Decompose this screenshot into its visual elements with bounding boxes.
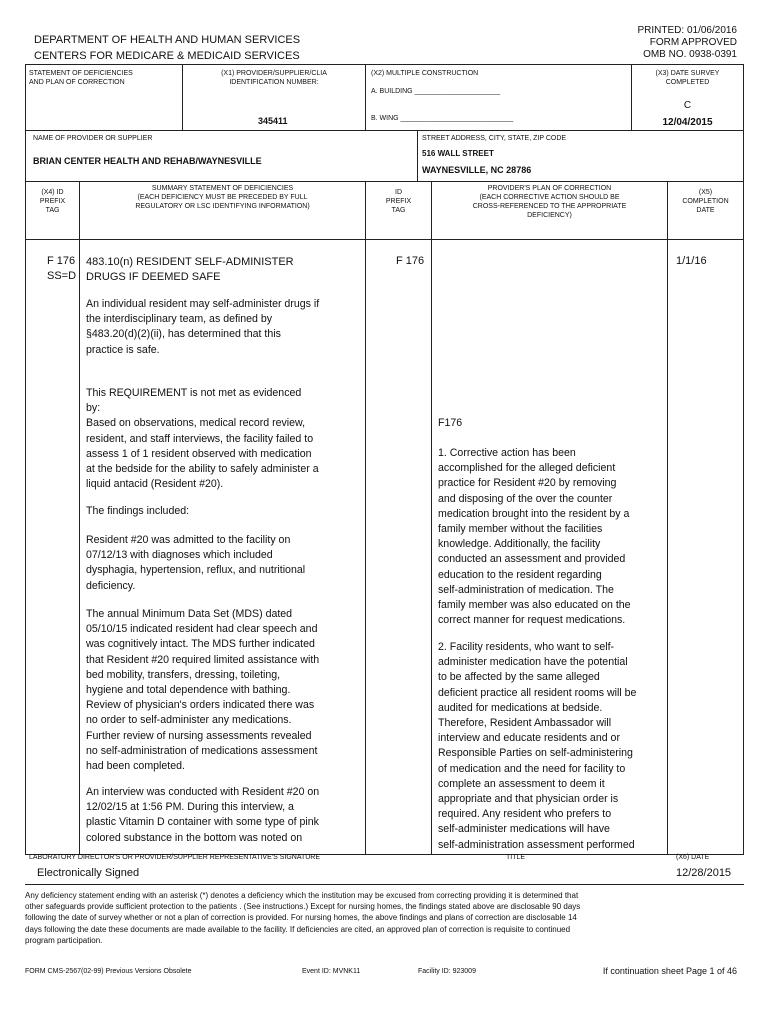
- completion-date: 1/1/16: [676, 255, 707, 267]
- city-state-zip: WAYNESVILLE, NC 28786: [422, 165, 532, 175]
- signature-date: 12/28/2015: [676, 867, 732, 879]
- x4-id-header: (X4) ID PREFIX TAG: [39, 189, 66, 214]
- tag-number: F 176: [47, 255, 76, 267]
- disclaimer-text: Any deficiency statement ending with an asterisk (*) denotes a deficiency which the institution may be excused from correcting providing it is determined that other safeguards provide sufficient protection to the patients . (See instructions.) Except for nursing homes, the findings stated above are disclosable 90 days following the date of survey whether or not a plan of correction is provided. For nursing homes, the above findings and plans of correction are disclosable 14 days following the date these documents are made available to the facility. If deficiencies are cited, an approved plan of correction is requisite to continued program participation.: [25, 891, 581, 945]
- plan-header: PROVIDER'S PLAN OF CORRECTION (EACH CORRECTIVE ACTION SHOULD BE CROSS-REFERENCED TO THE APPROPRIATE DEFICIENCY): [472, 185, 627, 219]
- scope-severity: SS=D: [47, 270, 77, 282]
- id-prefix-header: ID PREFIX TAG: [385, 189, 412, 214]
- department-name: DEPARTMENT OF HEALTH AND HUMAN SERVICES: [34, 34, 301, 46]
- provider-name: BRIAN CENTER HEALTH AND REHAB/WAYNESVILLE: [33, 156, 262, 166]
- printed-date: PRINTED: 01/06/2016: [637, 25, 737, 36]
- plan-paragraph: F176: [438, 417, 463, 429]
- statement-label: STATEMENT OF DEFICIENCIES AND PLAN OF CORRECTION: [29, 70, 133, 86]
- provider-id: 345411: [258, 116, 288, 126]
- building-label: A. BUILDING ______________________: [371, 88, 501, 95]
- x2-label: (X2) MULTIPLE CONSTRUCTION: [371, 70, 479, 77]
- deficiency-paragraph: Resident #20 was admitted to the facility on 07/12/13 with diagnoses which included dysphagia, hypertension, reflux, and nutritional deficiency.: [86, 534, 306, 592]
- deficiency-paragraph: An interview was conducted with Resident #20 on 12/02/15 at 1:56 PM. During this interview, a plastic Vitamin D container with some type of pink colored substance in the bottom was noted on: [86, 786, 320, 844]
- street-address: 516 WALL STREET: [422, 149, 494, 158]
- omb-number: OMB NO. 0938-0391: [643, 49, 737, 60]
- signature-label: LABORATORY DIRECTOR'S OR PROVIDER/SUPPLIER REPRESENTATIVE'S SIGNATURE: [29, 854, 321, 861]
- form-approved: FORM APPROVED: [649, 37, 737, 48]
- provider-label: NAME OF PROVIDER OR SUPPLIER: [33, 135, 153, 142]
- continuation-note: If continuation sheet Page 1 of 46: [602, 966, 737, 976]
- deficiency-paragraph: This REQUIREMENT is not met as evidenced by: Based on observations, medical record review, resident, and staff interviews, the facility failed to assess 1 of 1 resident observed with medication at the bedside for the ability to safely administer a liquid antacid (Resident #20).: [86, 387, 319, 491]
- survey-type: C: [683, 100, 692, 111]
- deficiency-paragraph: The findings included:: [86, 505, 190, 517]
- x6-date-label: (X6) DATE: [676, 854, 710, 861]
- plan-paragraph: 2. Facility residents, who want to self- administer medication have the potential to be affected by the same alleged deficient practice all resident rooms will be audited for medications at bedside. Therefore, Resident Ambassador will interview and educate residents and or Responsible Parties on self-administering of medication and the need for facility to complete an assessment to deem it appropriate and that physician order is required. Any resident who prefers to self-administer medications will have self-administration assessment performed: [438, 641, 637, 851]
- title-label: TITLE: [506, 854, 526, 861]
- plan-tag: F 176: [396, 255, 425, 267]
- agency-name: CENTERS FOR MEDICARE & MEDICAID SERVICES: [34, 50, 300, 62]
- survey-date: 12/04/2015: [662, 117, 713, 128]
- x1-label: (X1) PROVIDER/SUPPLIER/CLIA IDENTIFICATION NUMBER:: [221, 70, 327, 86]
- regulation-title: 483.10(n) RESIDENT SELF-ADMINISTER DRUGS IF DEEMED SAFE: [86, 256, 294, 283]
- facility-id: Facility ID: 923009: [418, 968, 476, 975]
- deficiency-paragraph: An individual resident may self-administer drugs if the interdisciplinary team, as defined by §483.20(d)(2)(ii), has determined that this practice is safe.: [86, 298, 320, 356]
- x3-label: (X3) DATE SURVEY COMPLETED: [655, 70, 720, 86]
- plan-paragraph: 1. Corrective action has been accomplished for the alleged deficient practice for Resident #20 by removing and disposing of the over the counter medication brought into the resident by a family member without the facilities knowledge. Additionally, the facility conducted an assessment and provided education to the resident regarding self-administration of medication. The family member was also educated on the correct manner for request medications.: [438, 447, 631, 627]
- completion-header: (X5) COMPLETION DATE: [682, 189, 729, 214]
- wing-label: B. WING _____________________________: [371, 115, 514, 122]
- street-label: STREET ADDRESS, CITY, STATE, ZIP CODE: [422, 135, 567, 142]
- summary-header: SUMMARY STATEMENT OF DEFICIENCIES (EACH DEFICIENCY MUST BE PRECEDED BY FULL REGULATORY OR LSC IDENTIFYING INFORMATION): [135, 185, 310, 210]
- deficiency-paragraph: The annual Minimum Data Set (MDS) dated 05/10/15 indicated resident had clear speech and was cognitively intact. The MDS further indicated that Resident #20 required limited assistance with bed mobility, transfers, dressing, toileting, hygiene and total dependence with bathing. Review of physician's orders indicated there was no order to self-administer any medications. Further review of nursing assessments revealed no self-administration of medications assessment had been completed.: [86, 608, 320, 773]
- signature-value: Electronically Signed: [37, 867, 140, 879]
- form-number: FORM CMS-2567(02-99) Previous Versions Obsolete: [25, 968, 192, 975]
- event-id: Event ID: MVNK11: [302, 968, 361, 975]
